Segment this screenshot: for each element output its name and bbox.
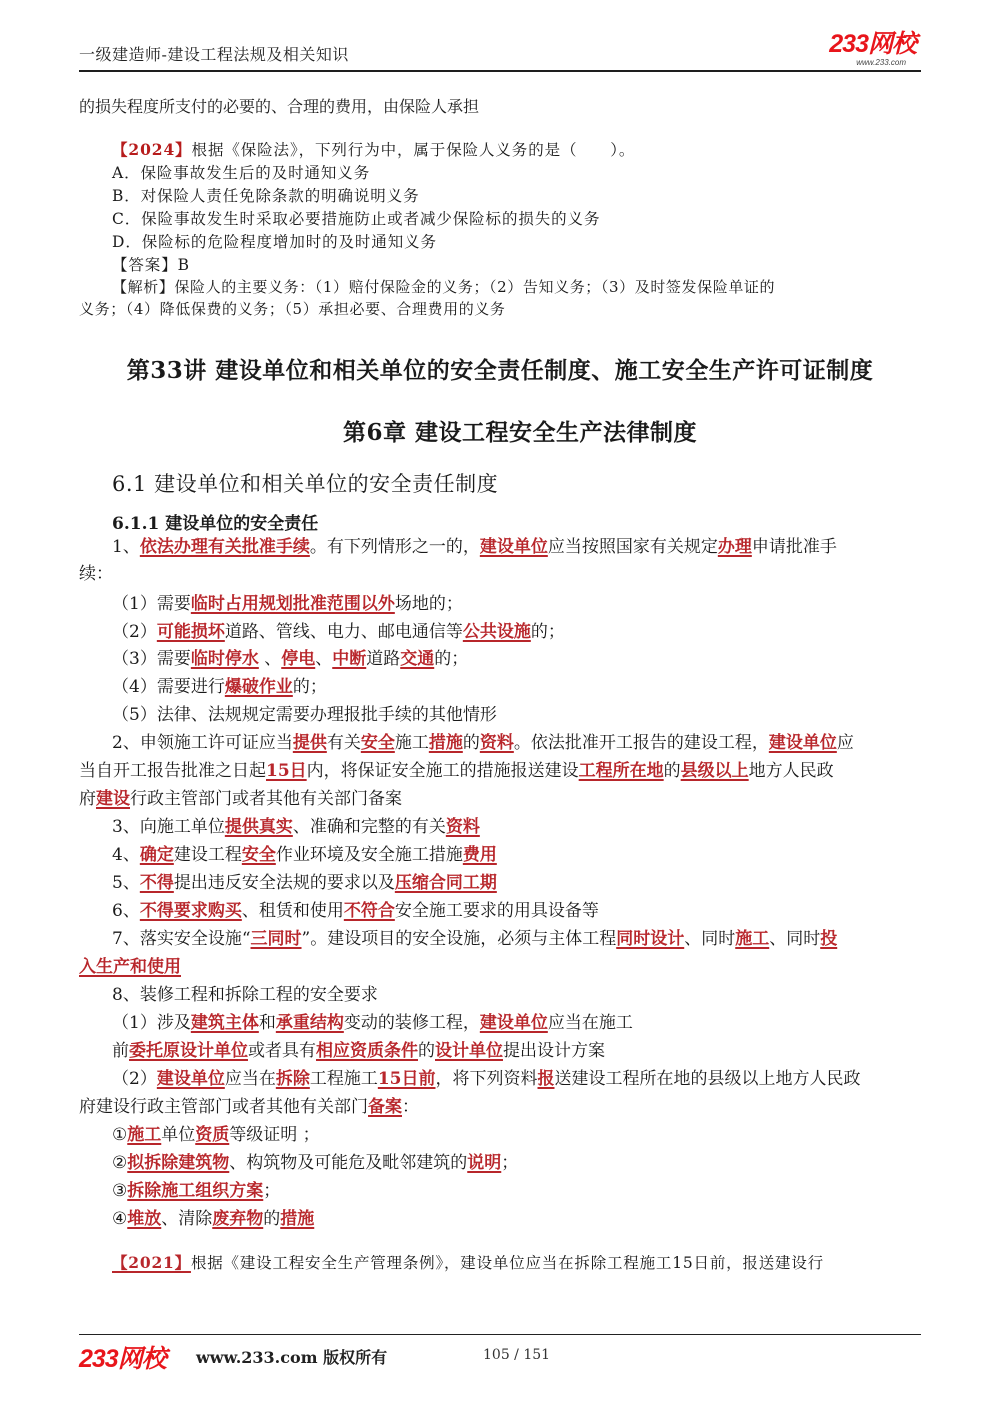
paragraph-6: 6、不得要求购买、租赁和使用不符合安全施工要求的用具设备等 <box>112 901 599 921</box>
option-c: C．保险事故发生时采取必要措施防止或者减少保险标的损失的义务 <box>112 210 601 228</box>
footer-copyright: www.233.com 版权所有 <box>196 1348 388 1367</box>
paragraph-7-line-2: 入生产和使用 <box>79 957 181 977</box>
paragraph-1-line-1: 1、依法办理有关批准手续。有下列情形之一的，建设单位应当按照国家有关规定办理申请批准手 <box>112 537 837 557</box>
paragraph-4: 4、确定建设工程安全作业环境及安全施工措施费用 <box>112 845 497 865</box>
paragraph-7-line-1: 7、落实安全设施“三同时”。建设项目的安全设施，必须与主体工程同时设计、同时施工、同时投 <box>112 929 838 949</box>
p8-sub-1-line-1: （1）涉及建筑主体和承重结构变动的装修工程，建设单位应当在施工 <box>112 1013 633 1033</box>
header-divider <box>79 70 921 72</box>
question-2021: 【2021】根据《建设工程安全生产管理条例》，建设单位应当在拆除工程施工15日前，报送建设行 <box>112 1253 824 1272</box>
p8-circle-item-3: ③拆除施工组织方案； <box>112 1181 281 1201</box>
paragraph-2-line-1: 2、申领施工许可证应当提供有关安全施工措施的资料。依法批准开工报告的建设工程，建设单位应 <box>112 733 854 753</box>
option-b: B．对保险人责任免除条款的明确说明义务 <box>112 187 420 205</box>
paragraph-2-line-2: 当自开工报告批准之日起15日内，将保证安全施工的措施报送建设工程所在地的县级以上地方人民政 <box>79 761 834 781</box>
paragraph-3: 3、向施工单位提供真实、准确和完整的有关资料 <box>112 817 480 837</box>
p1-item-5: （5）法律、法规规定需要办理报批手续的其他情形 <box>112 705 497 725</box>
lecture-title: 第33讲 建设单位和相关单位的安全责任制度、施工安全生产许可证制度 <box>126 357 874 384</box>
paragraph-1-line-2: 续： <box>79 564 113 584</box>
section-title: 6.1 建设单位和相关单位的安全责任制度 <box>112 472 499 496</box>
p1-item-1: （1）需要临时占用规划批准范围以外场地的； <box>112 594 463 614</box>
analysis-line-2: 义务；（4）降低保费的义务；（5）承担必要、合理费用的义务 <box>79 300 506 318</box>
paragraph-2-line-3: 府建设行政主管部门或者其他有关部门备案 <box>79 789 402 809</box>
answer: 【答案】B <box>112 256 190 274</box>
p1-item-3: （3）需要临时停水 、停电、中断道路交通的； <box>112 649 469 669</box>
footer-divider <box>79 1334 921 1335</box>
p1-item-2: （2）可能损坏道路、管线、电力、邮电通信等公共设施的； <box>112 622 565 642</box>
p8-sub-1-line-2: 前委托原设计单位或者具有相应资质条件的设计单位提出设计方案 <box>112 1041 605 1061</box>
subsection-title: 6.1.1 建设单位的安全责任 <box>112 514 319 534</box>
brand-logo <box>829 30 916 68</box>
header-title: 一级建造师-建设工程法规及相关知识 <box>79 45 349 64</box>
question-2024-stem: 【2024】根据《保险法》，下列行为中，属于保险人义务的是（ ）。 <box>112 140 636 159</box>
p8-circle-item-4: ④堆放、清除废弃物的措施 <box>112 1209 315 1229</box>
page-header <box>79 30 921 78</box>
paragraph-8-title: 8、装修工程和拆除工程的安全要求 <box>112 985 378 1005</box>
page-number: 105 / 151 <box>483 1347 551 1363</box>
brand-logo-url: www.233.com <box>856 58 906 67</box>
analysis-line-1: 【解析】保险人的主要义务：（1）赔付保险金的义务；（2）告知义务；（3）及时签发保险单证的 <box>112 278 776 296</box>
chapter-title: 第6章 建设工程安全生产法律制度 <box>342 419 697 446</box>
p8-sub-2-line-2: 府建设行政主管部门或者其他有关部门备案： <box>79 1097 419 1117</box>
p8-sub-2-line-1: （2）建设单位应当在拆除工程施工15日前，将下列资料报送建设工程所在地的县级以上地方人民政 <box>112 1069 861 1089</box>
option-a: A．保险事故发生后的及时通知义务 <box>112 164 371 182</box>
question-tag: 【2024】 <box>112 140 192 159</box>
question-tag: 【2021】 <box>112 1253 191 1272</box>
p8-circle-item-2: ②拟拆除建筑物、构筑物及可能危及毗邻建筑的说明； <box>112 1153 519 1173</box>
intro-line: 的损失程度所支付的必要的、合理的费用，由保险人承担 <box>79 97 480 116</box>
p8-circle-item-1: ①施工单位资质等级证明 ； <box>112 1125 320 1145</box>
footer-brand-logo: 233网校 <box>79 1345 166 1373</box>
option-d: D．保险标的危险程度增加时的及时通知义务 <box>112 233 437 251</box>
brand-logo-text: 233网校 <box>829 30 916 58</box>
p1-item-4: （4）需要进行爆破作业的； <box>112 677 327 697</box>
paragraph-5: 5、不得提出违反安全法规的要求以及压缩合同工期 <box>112 873 497 893</box>
